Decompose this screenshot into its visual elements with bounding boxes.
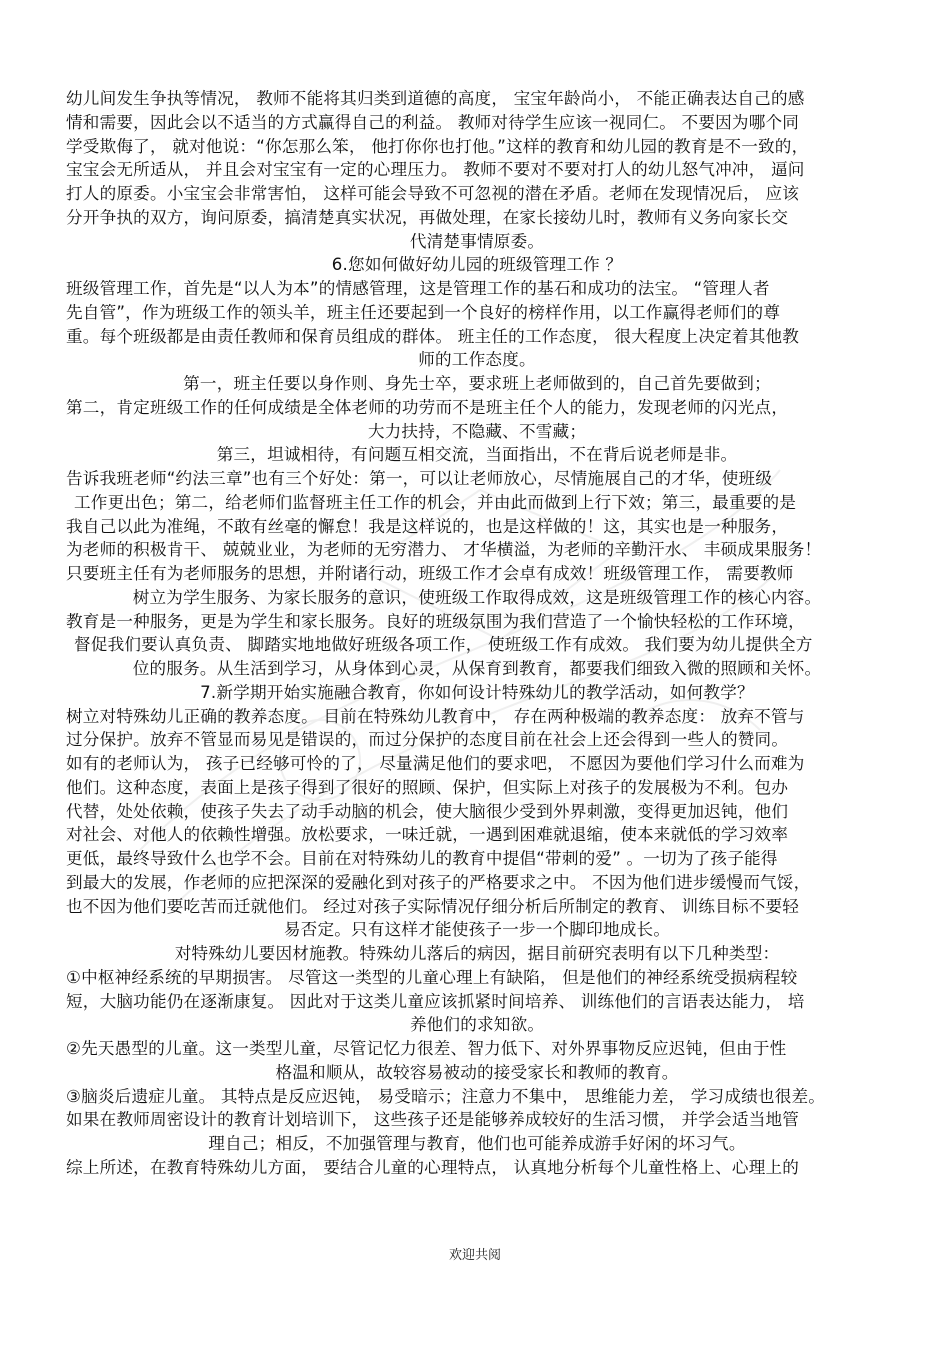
text-line: 情和需要，因此会以不适当的方式赢得自己的利益。 教师对待学生应该一视同仁。 不要因为哪个同 bbox=[66, 112, 800, 132]
text-line: 如果在教师周密设计的教育计划培训下， 这些孩子还是能够养成较好的生活习惯， 并学会适当地管 bbox=[66, 1110, 800, 1130]
text-line: 第一，班主任要以身作则、身先士卒，要求班上老师做到的，自己首先要做到； bbox=[183, 374, 771, 393]
document-body bbox=[66, 87, 888, 1180]
text-line: 大力扶持，不隐藏、不雪藏； bbox=[367, 421, 587, 441]
text-line: 第三，坦诚相待，有问题互相交流，当面指出，不在背后说老师是非。 bbox=[216, 445, 738, 465]
page-footer: 欢迎共阅 bbox=[448, 1248, 501, 1263]
text-line: 为老师的积极肯干、 兢兢业业，为老师的无穷潜力、 才华横溢，为老师的辛勤汗水、 丰硕成果服务！ bbox=[66, 540, 822, 560]
text-line: 理自己；相反，不加强管理与教育，他们也可能养成游手好闲的坏习气。 bbox=[208, 1134, 746, 1153]
text-line: 学受欺侮了， 就对他说：“你怎那么笨， 他打你你也打他。”这样的教育和幼儿园的教育是不一致的， bbox=[66, 136, 809, 156]
text-line: 到最大的发展，作老师的应把深深的爱融化到对孩子的严格要求之中。 不因为他们进步缓慢而气馁， bbox=[66, 872, 811, 892]
text-line: 代清楚事情原委。 bbox=[409, 231, 545, 251]
text-line: 分开争执的双方，询问原委，搞清楚真实状况，再做处理，在家长接幼儿时，教师有义务向家长交 bbox=[66, 207, 789, 227]
text-line: 对特殊幼儿要因材施教。特殊幼儿落后的病因，据目前研究表明有以下几种类型： bbox=[174, 944, 780, 963]
text-line: 短，大脑功能仍在逐渐康复。 因此对于这类儿童应该抓紧时间培养、 训练他们的言语表达能力， 培 bbox=[66, 991, 805, 1011]
text-line: 幼儿间发生争执等情况， 教师不能将其归类到道德的高度， 宝宝年龄尚小， 不能正确表达自己的感 bbox=[66, 89, 805, 108]
text-line: 教育是一种服务，更是为学生和家长服务。良好的班级氛围为我们营造了一个愉快轻松的工作环境， bbox=[66, 611, 805, 631]
text-line: 更低，最终导致什么也学不会。目前在对特殊幼儿的教育中提倡“带刺的爱” 。一切为了孩子能得 bbox=[66, 849, 778, 868]
text-line: 宝宝会无所适从， 并且会对宝宝有一定的心理压力。 教师不要对不要对打人的幼儿怒气冲冲， 逼问 bbox=[66, 160, 805, 180]
text-line: 他们。这种态度，表面上是孩子得到了很好的照顾、保护，但实际上对孩子的发展极为不利。包办 bbox=[66, 777, 789, 797]
text-line: ②先天愚型的儿童。这一类型儿童，尽管记忆力很差、智力低下、对外界事物反应迟钝，但由于性 bbox=[66, 1039, 787, 1058]
text-line: 告诉我班老师“约法三章”也有三个好处：第一，可以让老师放心，尽情施展自己的才华，使班级 bbox=[66, 469, 773, 488]
text-line: 7.新学期开始实施融合教育，你如何设计特殊幼儿的教学活动，如何教学？ bbox=[200, 682, 754, 702]
text-line: 树立对特殊幼儿正确的教养态度。 目前在特殊幼儿教育中， 存在两种极端的教养态度： 放弃不管与 bbox=[66, 706, 805, 726]
text-line: 工作更出色；第二，给老师们监督班主任工作的机会，并由此而做到上行下效；第三，最重要的是 bbox=[74, 492, 797, 512]
text-line: 养他们的求知欲。 bbox=[409, 1015, 545, 1035]
text-line: 重。每个班级都是由责任教师和保育员组成的群体。 班主任的工作态度， 很大程度上决定着其他教 bbox=[66, 326, 800, 346]
text-line: 也不因为他们要吃苦而迁就他们。 经过对孩子实际情况仔细分析后所制定的教育、 训练目标不要轻 bbox=[66, 896, 800, 916]
text-line: 6.您如何做好幼儿园的班级管理工作 ？ bbox=[331, 255, 623, 275]
text-line: 只要班主任有为老师服务的思想，并附诸行动，班级工作才会卓有成效！班级管理工作， 需要教师 bbox=[66, 564, 794, 583]
text-line: 代替，处处依赖，使孩子失去了动手动脑的机会，使大脑很少受到外界刺激，变得更加迟钝，他们 bbox=[66, 801, 789, 821]
text-line: 班级管理工作，首先是“以人为本”的情感管理，这是管理工作的基石和成功的法宝。 “管理人者 bbox=[66, 279, 770, 298]
text-line: ①中枢神经系统的早期损害。 尽管这一类型的儿童心理上有缺陷， 但是他们的神经系统受损病程较 bbox=[66, 967, 798, 987]
text-line: 对社会、对他人的依赖性增强。放松要求，一味迁就，一遇到困难就退缩，使本来就低的学习效率 bbox=[66, 825, 789, 845]
text-line: 综上所述，在教育特殊幼儿方面， 要结合儿童的心理特点， 认真地分析每个儿童性格上、心理上的 bbox=[66, 1157, 800, 1177]
text-line: 位的服务。从生活到学习，从身体到心灵，从保育到教育，都要我们细致入微的照顾和关怀。 bbox=[132, 659, 822, 678]
text-line: 如有的老师认为， 孩子已经够可怜的了， 尽量满足他们的要求吧， 不愿因为要他们学习什么而难为 bbox=[66, 754, 805, 773]
text-line: 易否定。只有这样才能使孩子一步一个脚印地成长。 bbox=[283, 920, 671, 940]
text-line: 打人的原委。小宝宝会非常害怕， 这样可能会导致不可忽视的潜在矛盾。老师在发现情况后， 应该 bbox=[66, 184, 800, 203]
text-line: 先自管”，作为班级工作的领头羊，班主任还要起到一个良好的榜样作用，以工作赢得老师们的尊 bbox=[66, 302, 781, 322]
text-line: 师的工作态度。 bbox=[418, 350, 536, 370]
text-line: 树立为学生服务、为家长服务的意识，使班级工作取得成效，这是班级管理工作的核心内容。 bbox=[132, 587, 822, 607]
text-line: 格温和顺从，故较容易被动的接受家长和教师的教育。 bbox=[275, 1062, 679, 1082]
text-line: ③脑炎后遗症儿童。 其特点是反应迟钝， 易受暗示；注意力不集中， 思维能力差， 学习成绩也很差。 bbox=[66, 1086, 826, 1106]
text-line: 过分保护。放弃不管显而易见是错误的，而过分保护的态度目前在社会上还会得到一些人的赞同。 bbox=[66, 730, 789, 750]
text-line: 督促我们要认真负责、 脚踏实地地做好班级各项工作， 使班级工作有成效。 我们要为幼儿提供全方 bbox=[74, 635, 813, 655]
text-line: 我自己以此为准绳，不敢有丝毫的懈怠！我是这样说的，也是这样做的！这，其实也是一种服务， bbox=[66, 516, 789, 536]
text-line: 第二，肯定班级工作的任何成绩是全体老师的功劳而不是班主任个人的能力，发现老师的闪光点， bbox=[66, 397, 789, 417]
